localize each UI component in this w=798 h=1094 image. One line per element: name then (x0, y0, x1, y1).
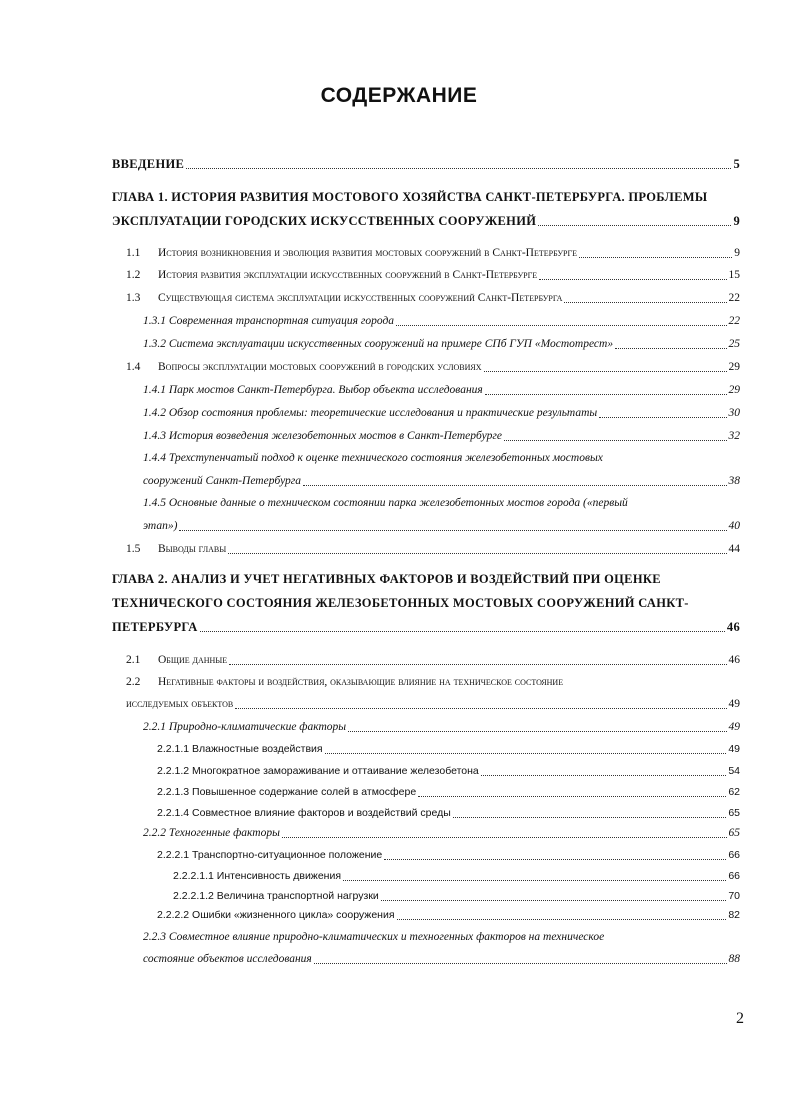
toc-entry-page: 44 (728, 543, 740, 555)
toc-entry-text: Негативные факторы и воздействия, оказывающие влияние на техническое состояние (158, 676, 564, 688)
toc-entry-page: 49 (728, 698, 740, 710)
toc-entry-2-2-3[interactable] (143, 950, 740, 968)
toc-entry-1-4-3[interactable] (143, 427, 740, 445)
toc-entry-1-5[interactable] (126, 540, 740, 558)
toc-entry-page: 25 (728, 338, 740, 350)
toc-entry-page: 65 (728, 807, 740, 819)
toc-entry-page: 88 (728, 953, 740, 965)
toc-entry-text: 2.2.1.4 Совместное влияние факторов и воздействий среды (157, 807, 451, 819)
toc-entry-intro[interactable] (112, 155, 740, 173)
toc-entry-text: 2.2.1.1 Влажностные воздействия (157, 743, 323, 755)
toc-entry-page: 40 (728, 520, 740, 532)
toc-entry-text: исследуемых объектов (126, 698, 234, 710)
toc-entry-page: 22 (728, 315, 740, 327)
toc-entry-2-2-1-2[interactable] (157, 762, 740, 780)
toc-entry-2-2-1[interactable] (143, 718, 740, 736)
toc-entry-text: 1.4.3 История возведения железобетонных мостов в Санкт-Петербурге (143, 430, 502, 442)
toc-entry-text: 2.2.1.3 Повышенное содержание солей в атмосфере (157, 786, 417, 798)
toc-entry-text: ВВЕДЕНИЕ (112, 157, 185, 171)
toc-entry-2-2-2-1-2[interactable] (173, 887, 740, 905)
toc-entry-1-4-2[interactable] (143, 404, 740, 422)
toc-entry-text: История возникновения и эволюция развития мостовых сооружений в Санкт-Петербурге (158, 247, 578, 259)
toc-entry-page: 82 (728, 909, 740, 921)
toc-entry-text: 2.2.2.1.2 Величина транспортной нагрузки (173, 890, 379, 902)
toc-entry-2-2[interactable] (126, 695, 740, 713)
toc-entry-2-2-1-1[interactable] (157, 740, 740, 758)
toc-entry-text: состояние объектов исследования (143, 953, 312, 965)
toc-entry-page: 65 (728, 827, 740, 839)
toc-entry-1-3-1[interactable] (143, 312, 740, 330)
toc-entry-page: 29 (728, 361, 740, 373)
toc-entry-text: Существующая система эксплуатации искусственных сооружений Санкт-Петербурга (158, 292, 563, 304)
toc-entry-1-4[interactable] (126, 358, 740, 376)
toc-entry-number: 1.5 (126, 543, 141, 555)
toc-entry-page: 70 (728, 890, 740, 902)
toc-entry-number: 1.2 (126, 269, 141, 281)
toc-entry-text: 2.2.2 Техногенные факторы (143, 827, 280, 839)
toc-chapter1-line1[interactable]: ГЛАВА 1. ИСТОРИЯ РАЗВИТИЯ МОСТОВОГО ХОЗЯЙСТВА САНКТ-ПЕТЕРБУРГА. ПРОБЛЕМЫ (112, 190, 708, 204)
toc-entry-page: 62 (728, 786, 740, 798)
toc-entry-1-2[interactable] (126, 266, 740, 284)
toc-entry-1-4-5-line1[interactable]: 1.4.5 Основные данные о техническом состоянии парка железобетонных мостов города («первый (143, 497, 628, 509)
toc-entry-page: 30 (728, 407, 740, 419)
page-title: СОДЕРЖАНИЕ (320, 84, 478, 107)
toc-chapter2-line1[interactable]: ГЛАВА 2. АНАЛИЗ И УЧЕТ НЕГАТИВНЫХ ФАКТОРОВ И ВОЗДЕЙСТВИЙ ПРИ ОЦЕНКЕ (112, 572, 661, 586)
toc-entry-2-1[interactable] (126, 651, 740, 669)
toc-entry-text: сооружений Санкт-Петербурга (143, 475, 302, 487)
toc-entry-2-2-2-2[interactable] (157, 906, 740, 924)
toc-entry-1-3-2[interactable] (143, 335, 740, 353)
toc-entry-page: 46 (728, 654, 740, 666)
toc-entry-ch2[interactable] (112, 618, 740, 636)
toc-entry-2-2-line1[interactable] (126, 673, 563, 691)
toc-entry-text: Вопросы эксплуатации мостовых сооружений в городских условиях (158, 361, 482, 373)
toc-entry-text: 2.2.2.1.1 Интенсивность движения (173, 870, 342, 882)
toc-entry-page: 49 (728, 743, 740, 755)
toc-entry-number: 2.2 (126, 676, 141, 688)
toc-entry-1-1[interactable] (126, 244, 740, 262)
toc-entry-number: 2.1 (126, 654, 141, 666)
toc-entry-page: 49 (728, 721, 740, 733)
toc-entry-page: 29 (728, 384, 740, 396)
toc-entry-number: 1.3 (126, 292, 141, 304)
toc-entry-page: 22 (728, 292, 740, 304)
toc-entry-page: 66 (728, 870, 740, 882)
toc-entry-1-4-4[interactable] (143, 472, 740, 490)
toc-chapter2-line2[interactable]: ТЕХНИЧЕСКОГО СОСТОЯНИЯ ЖЕЛЕЗОБЕТОННЫХ МОСТОВЫХ СООРУЖЕНИЙ САНКТ- (112, 596, 689, 610)
toc-entry-text: 1.3.1 Современная транспортная ситуация города (143, 315, 395, 327)
toc-entry-1-4-1[interactable] (143, 381, 740, 399)
toc-entry-text: 1.3.2 Система эксплуатации искусственных сооружений на примере СПб ГУП «Мостотрест» (143, 338, 614, 350)
toc-entry-2-2-3-line1[interactable]: 2.2.3 Совместное влияние природно-климатических и техногенных факторов на техническое (143, 931, 605, 943)
toc-entry-text: Выводы главы (158, 543, 227, 555)
toc-entry-text: ПЕТЕРБУРГА (112, 620, 198, 634)
toc-entry-2-2-1-4[interactable] (157, 804, 740, 822)
toc-entry-text: Общие данные (158, 654, 228, 666)
toc-entry-ch1[interactable] (112, 212, 740, 230)
toc-entry-page: 38 (728, 475, 740, 487)
toc-entry-text: 2.2.1 Природно-климатические факторы (143, 721, 347, 733)
toc-entry-1-4-5[interactable] (143, 517, 740, 535)
toc-entry-text: История развития эксплуатации искусственных сооружений в Санкт-Петербурге (158, 269, 538, 281)
toc-entry-page: 46 (726, 620, 740, 634)
toc-entry-2-2-2[interactable] (143, 824, 740, 842)
toc-entry-page: 66 (728, 849, 740, 861)
toc-entry-text: 1.4.1 Парк мостов Санкт-Петербурга. Выбор объекта исследования (143, 384, 483, 396)
toc-entry-number: 1.1 (126, 247, 141, 259)
toc-entry-2-2-2-1-1[interactable] (173, 867, 740, 885)
page-number: 2 (736, 1010, 744, 1027)
toc-entry-page: 9 (733, 214, 740, 228)
toc-entry-page: 5 (733, 157, 740, 171)
toc-entry-number: 1.4 (126, 361, 141, 373)
toc-entry-text: 2.2.2.1 Транспортно-ситуационное положение (157, 849, 383, 861)
toc-entry-1-3[interactable] (126, 289, 740, 307)
toc-entry-2-2-2-1[interactable] (157, 846, 740, 864)
toc-entry-text: 2.2.1.2 Многократное замораживание и оттаивание железобетона (157, 765, 479, 777)
toc-entry-text: ЭКСПЛУАТАЦИИ ГОРОДСКИХ ИСКУССТВЕННЫХ СООРУЖЕНИЙ (112, 214, 537, 228)
toc-entry-page: 9 (734, 247, 740, 259)
toc-entry-2-2-1-3[interactable] (157, 783, 740, 801)
toc-entry-1-4-4-line1[interactable]: 1.4.4 Трехступенчатый подход к оценке технического состояния железобетонных мостовых (143, 452, 603, 464)
toc-entry-page: 32 (728, 430, 740, 442)
toc-entry-text: 1.4.2 Обзор состояния проблемы: теоретические исследования и практические результаты (143, 407, 598, 419)
toc-entry-text: этап») (143, 520, 178, 532)
toc-entry-page: 54 (728, 765, 740, 777)
toc-entry-text: 2.2.2.2 Ошибки «жизненного цикла» сооружения (157, 909, 395, 921)
toc-entry-page: 15 (728, 269, 740, 281)
